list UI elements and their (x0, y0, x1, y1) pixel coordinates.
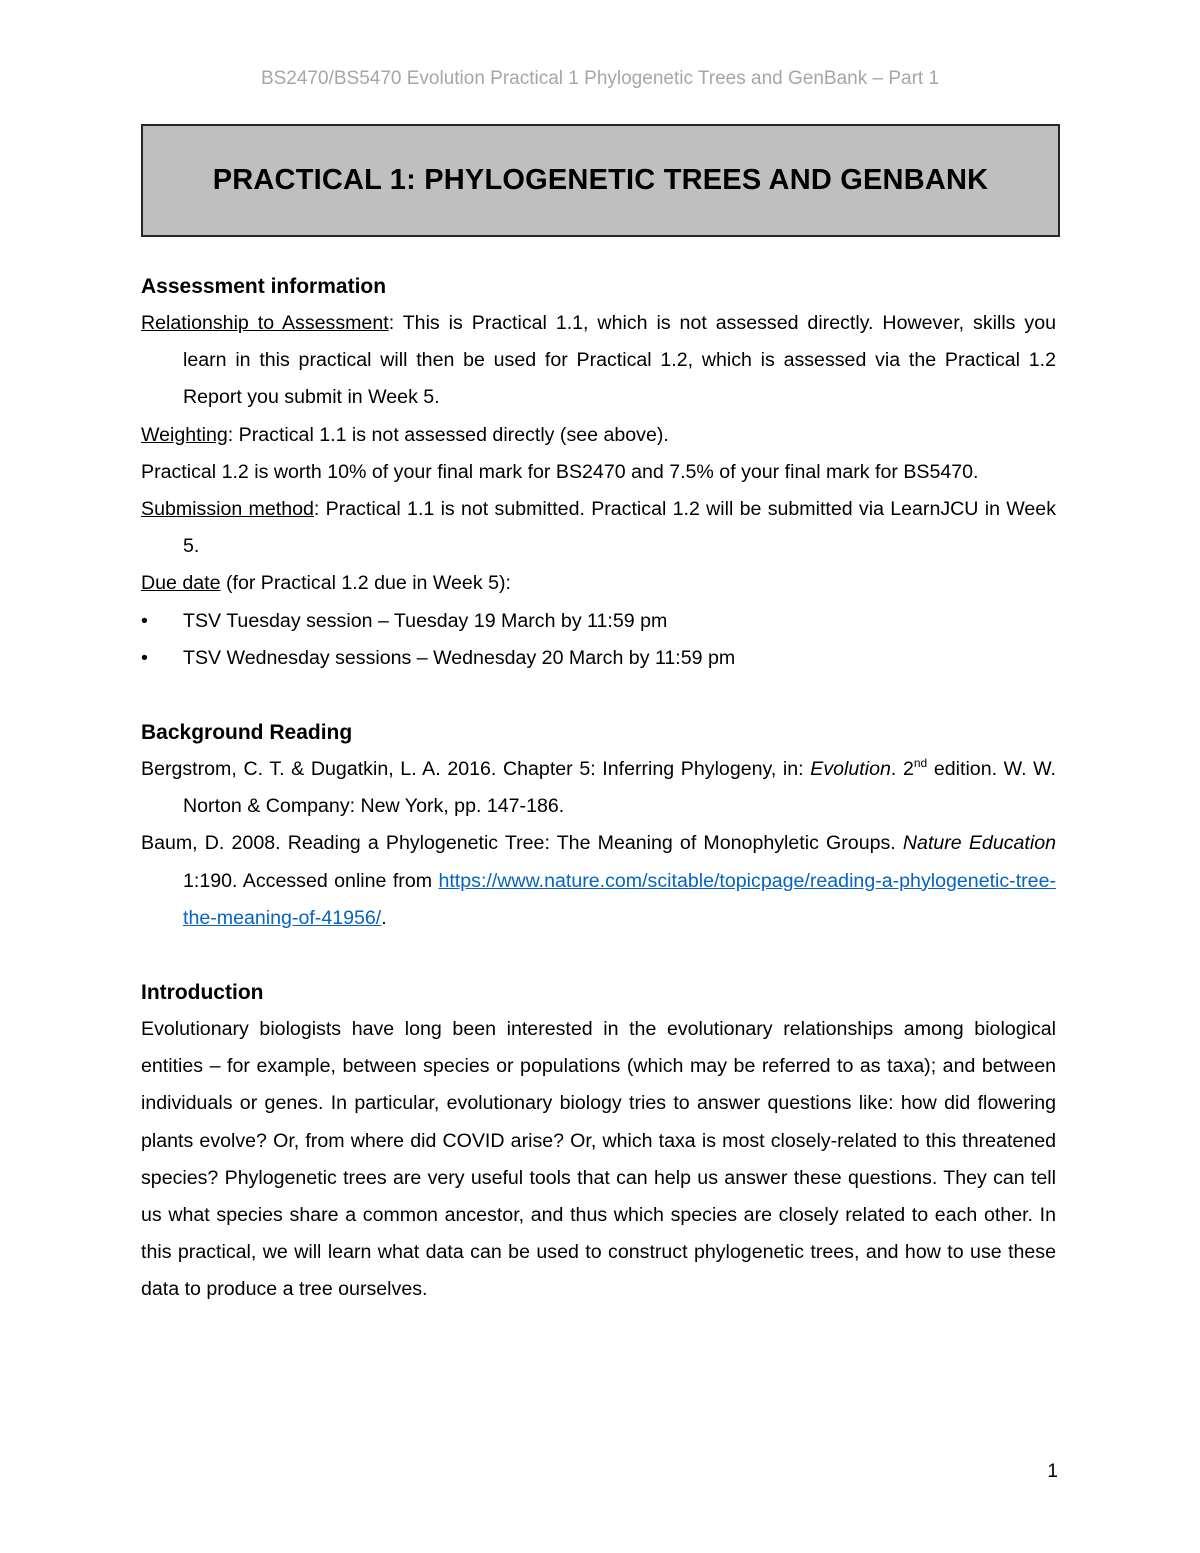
reference-text: . (381, 906, 387, 929)
due-label: Due date (141, 572, 221, 595)
due-text: (for Practical 1.2 due in Week 5): (220, 572, 511, 595)
worth-paragraph: Practical 1.2 is worth 10% of your final mark for BS2470 and 7.5% of your final mark for BS5470. (141, 460, 979, 483)
superscript: nd (913, 756, 928, 771)
weighting-paragraph (141, 417, 1056, 454)
relationship-label: Relationship to Assessment (141, 312, 389, 334)
reference-baum (141, 825, 1056, 937)
list-item: • TSV Wednesday sessions – Wednesday 20 March by 11:59 pm (141, 640, 1056, 677)
list-item: • TSV Tuesday session – Tuesday 19 March by 11:59 pm (141, 603, 1056, 640)
reference-text: 1:190. Accessed online from (183, 869, 439, 892)
book-title: Evolution (810, 758, 891, 781)
running-header: BS2470/BS5470 Evolution Practical 1 Phylogenetic Trees and GenBank – Part 1 (260, 68, 940, 89)
reference-text: . 2 (890, 758, 914, 781)
submission-label: Submission method (141, 498, 314, 521)
title-box (141, 124, 1060, 237)
session-list (141, 603, 1056, 677)
relationship-text: : This is Practical 1.1, which is not assessed directly. However, skills you learn in this practical will then be used for Practical 1.2, which is assessed via the Practical 1.2 Report you submit in Week 5. (183, 312, 1057, 409)
submission-text: : Practical 1.1 is not submitted. Practical 1.2 will be submitted via LearnJCU in Week 5. (183, 498, 1056, 558)
document-title: PRACTICAL 1: PHYLOGENETIC TREES AND GENBANK (212, 164, 989, 196)
relationship-paragraph (141, 305, 1056, 417)
reference-text: Bergstrom, C. T. & Dugatkin, L. A. 2016. Chapter 5: Inferring Phylogeny, in: (141, 758, 811, 781)
introduction-paragraph: Evolutionary biologists have long been interested in the evolutionary relationships among biological entities – for example, between species or populations (which may be referred to as taxa); and between individuals or genes. In particular, evolutionary biology tries to answer questions like: how did flowering plants evolve? Or, from where did COVID arise? Or, which taxa is most closely-related to this threatened species? Phylogenetic trees are very useful tools that can help us answer these questions. They can tell us what species share a common ancestor, and thus which species are closely related to each other. In this practical, we will learn what data can be used to construct phylogenetic trees, and how to use these data to produce a tree ourselves. (141, 1018, 1056, 1301)
reference-text: edition. W. W. Norton & Company: New York, pp. 147-186. (183, 758, 1057, 818)
reference-text: Baum, D. 2008. Reading a Phylogenetic Tree: The Meaning of Monophyletic Groups. (141, 832, 903, 855)
introduction-heading: Introduction (141, 981, 264, 1005)
journal-title: Nature Education (902, 832, 1057, 855)
reference-bergstrom (141, 751, 1056, 825)
weighting-text: : Practical 1.1 is not assessed directly (see above). (227, 423, 669, 446)
weighting-label: Weighting (141, 423, 228, 446)
page-number: 1 (1047, 1461, 1058, 1482)
background-heading: Background Reading (141, 721, 353, 745)
document-body (141, 268, 1056, 1309)
nature-link[interactable]: https://www.nature.com/scitable/topicpage/reading-a-phylogenetic-tree-the-meaning-of-41956/ (183, 869, 1056, 929)
submission-paragraph (141, 491, 1056, 565)
due-paragraph (141, 565, 1056, 602)
assessment-heading: Assessment information (141, 275, 387, 298)
